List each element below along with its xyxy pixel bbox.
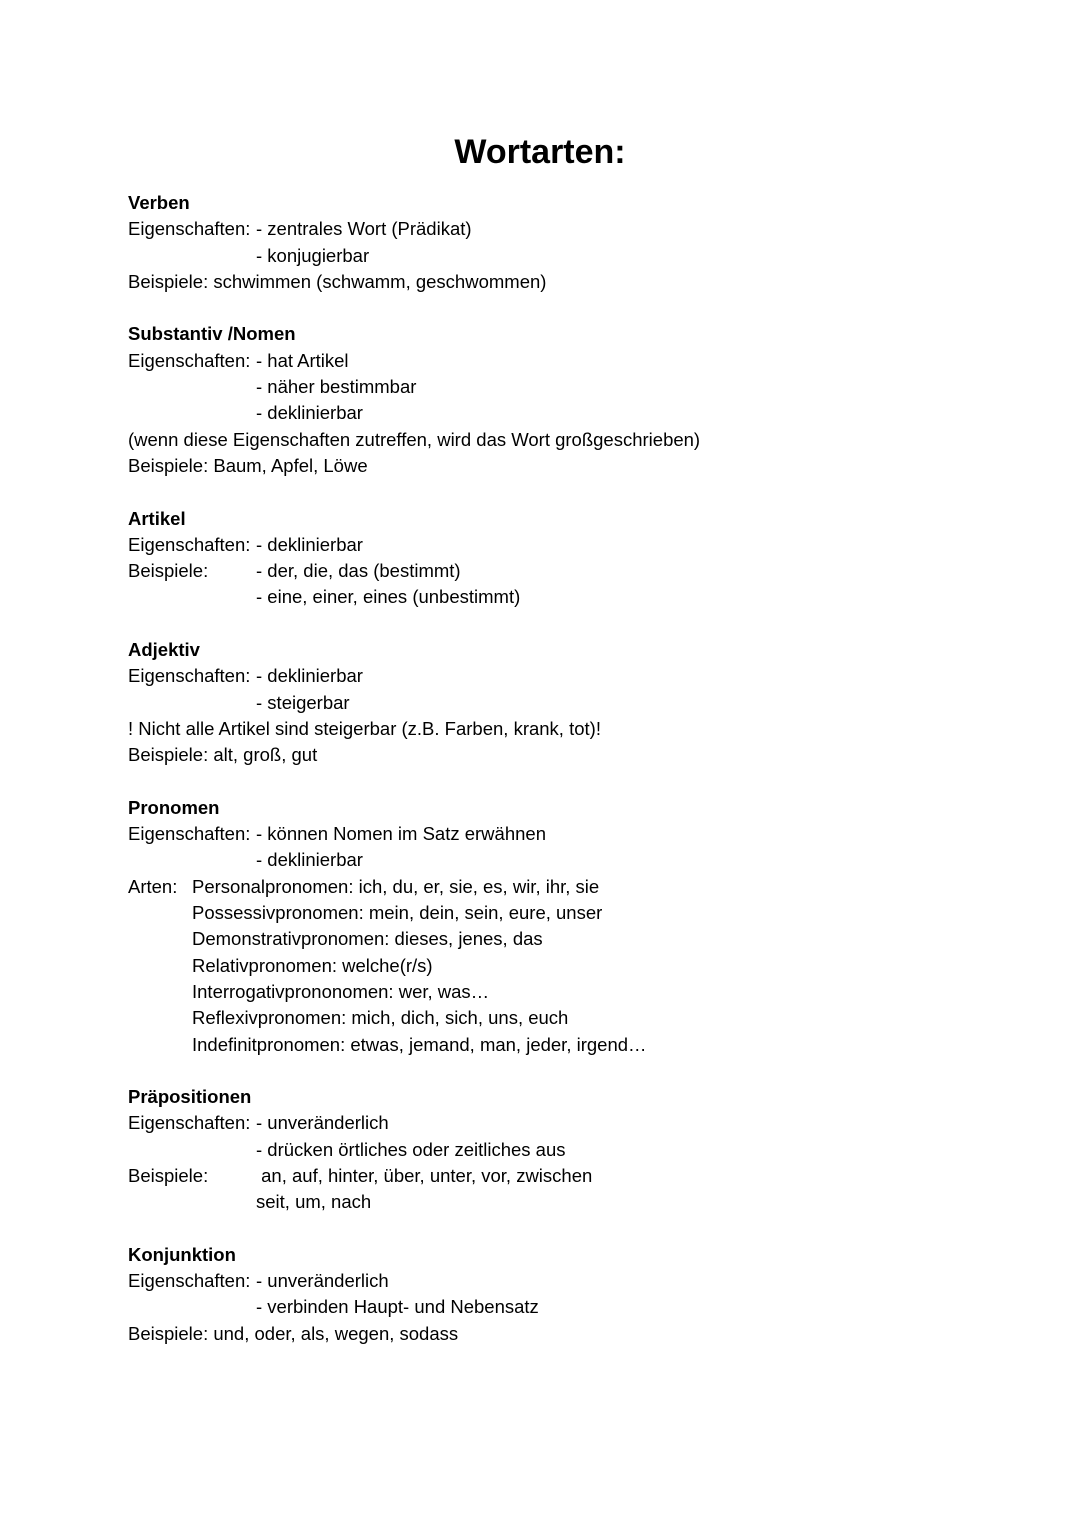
section-konjunktion <box>128 1242 1028 1347</box>
eigenschaften-label: Eigenschaften: <box>128 823 251 845</box>
eigenschaft-item: - unveränderlich <box>256 1112 389 1134</box>
arten-item: Personalpronomen: ich, du, er, sie, es, wir, ihr, sie <box>192 875 600 897</box>
section-artikel <box>128 506 1028 611</box>
beispiele-label: Beispiele: <box>128 1164 209 1186</box>
arten-row <box>128 926 1028 952</box>
arten-row <box>128 1005 1028 1031</box>
eigenschaften-label: Eigenschaften: <box>128 665 251 687</box>
beispiel-item: an, auf, hinter, über, unter, vor, zwischen <box>256 1164 593 1186</box>
beispiel-item: seit, um, nach <box>256 1191 372 1213</box>
document-body <box>128 190 1028 1373</box>
note-row <box>128 716 1028 742</box>
beispiele-row <box>128 1189 1028 1215</box>
eigenschaften-row <box>128 532 1028 558</box>
arten-row <box>128 1032 1028 1058</box>
section-heading: Substantiv /Nomen <box>128 323 296 345</box>
beispiele-label: Beispiele: <box>128 560 209 582</box>
beispiele-text: Beispiele: und, oder, als, wegen, sodass <box>128 1322 459 1344</box>
eigenschaften-row <box>128 400 1028 426</box>
eigenschaft-item: - konjugierbar <box>256 244 370 266</box>
section-praepositionen <box>128 1084 1028 1215</box>
eigenschaften-row <box>128 1137 1028 1163</box>
arten-item: Relativpronomen: welche(r/s) <box>192 954 433 976</box>
note-text: (wenn diese Eigenschaften zutreffen, wird das Wort großgeschrieben) <box>128 428 701 450</box>
eigenschaften-row <box>128 1268 1028 1294</box>
note-text: ! Nicht alle Artikel sind steigerbar (z.B. Farben, krank, tot)! <box>128 717 601 739</box>
eigenschaften-row <box>128 663 1028 689</box>
arten-item: Reflexivpronomen: mich, dich, sich, uns, euch <box>192 1007 569 1029</box>
beispiele-text: Beispiele: alt, groß, gut <box>128 744 318 766</box>
arten-row <box>128 874 1028 900</box>
section-heading: Artikel <box>128 507 186 529</box>
eigenschaft-item: - deklinierbar <box>256 402 363 424</box>
section-heading: Adjektiv <box>128 639 200 661</box>
section-heading: Verben <box>128 192 190 213</box>
section-adjektiv <box>128 637 1028 768</box>
eigenschaften-row <box>128 243 1028 269</box>
beispiele-row <box>128 453 1028 479</box>
eigenschaft-item: - verbinden Haupt- und Nebensatz <box>256 1296 539 1318</box>
section-heading: Konjunktion <box>128 1243 236 1265</box>
eigenschaften-label: Eigenschaften: <box>128 218 251 240</box>
arten-row <box>128 979 1028 1005</box>
beispiele-row <box>128 742 1028 768</box>
section-heading: Pronomen <box>128 796 220 818</box>
eigenschaften-row <box>128 690 1028 716</box>
arten-row <box>128 953 1028 979</box>
section-heading: Präpositionen <box>128 1086 252 1108</box>
eigenschaft-item: - können Nomen im Satz erwähnen <box>256 823 546 845</box>
eigenschaft-item: - steigerbar <box>256 691 350 713</box>
beispiele-row <box>128 1321 1028 1347</box>
beispiele-row <box>128 269 1028 295</box>
arten-item: Possessivpronomen: mein, dein, sein, eure, unser <box>192 902 603 924</box>
eigenschaften-row <box>128 821 1028 847</box>
eigenschaft-item: - deklinierbar <box>256 665 363 687</box>
eigenschaft-item: - unveränderlich <box>256 1270 389 1292</box>
beispiele-row <box>128 558 1028 584</box>
eigenschaften-row <box>128 847 1028 873</box>
arten-label: Arten: <box>128 875 178 897</box>
arten-item: Demonstrativpronomen: dieses, jenes, das <box>192 928 543 950</box>
beispiele-row <box>128 584 1028 610</box>
eigenschaften-row <box>128 1294 1028 1320</box>
eigenschaften-label: Eigenschaften: <box>128 349 251 371</box>
beispiel-item: - der, die, das (bestimmt) <box>256 560 461 582</box>
beispiele-text: Beispiele: Baum, Apfel, Löwe <box>128 454 368 476</box>
arten-row <box>128 900 1028 926</box>
eigenschaften-label: Eigenschaften: <box>128 533 251 555</box>
arten-item: Indefinitpronomen: etwas, jemand, man, jeder, irgend… <box>192 1033 647 1055</box>
arten-item: Interrogativprononomen: wer, was… <box>192 980 490 1002</box>
eigenschaft-item: - deklinierbar <box>256 849 363 871</box>
beispiele-text: Beispiele: schwimmen (schwamm, geschwommen) <box>128 270 547 292</box>
eigenschaften-label: Eigenschaften: <box>128 1270 251 1292</box>
beispiel-item: - eine, einer, eines (unbestimmt) <box>256 586 521 608</box>
section-substantiv <box>128 321 1028 479</box>
eigenschaften-row <box>128 374 1028 400</box>
eigenschaft-item: - drücken örtliches oder zeitliches aus <box>256 1138 566 1160</box>
eigenschaft-item: - näher bestimmbar <box>256 376 417 398</box>
eigenschaft-item: - hat Artikel <box>256 349 349 371</box>
note-row <box>128 427 1028 453</box>
section-pronomen <box>128 795 1028 1058</box>
eigenschaften-row <box>128 1110 1028 1136</box>
eigenschaften-row <box>128 216 1028 242</box>
eigenschaften-label: Eigenschaften: <box>128 1112 251 1134</box>
eigenschaften-row <box>128 348 1028 374</box>
section-verben <box>128 190 1028 295</box>
beispiele-row <box>128 1163 1028 1189</box>
eigenschaft-item: - zentrales Wort (Prädikat) <box>256 218 472 240</box>
eigenschaft-item: - deklinierbar <box>256 533 363 555</box>
page-title: Wortarten: <box>454 133 626 171</box>
